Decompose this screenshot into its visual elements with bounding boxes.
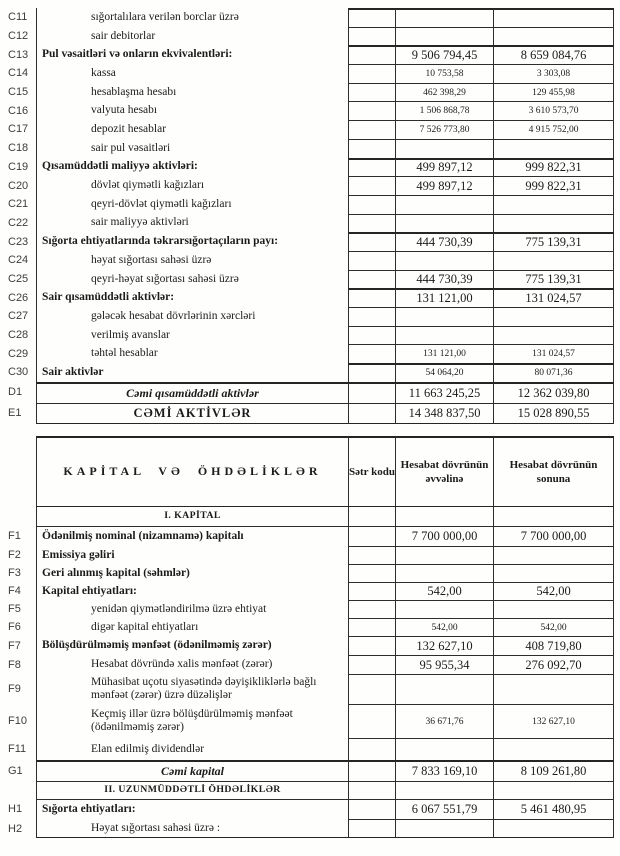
row-code: C24	[8, 254, 29, 267]
setr-kodu-cell	[348, 382, 395, 403]
row-label: sair maliyyə aktivləri	[36, 214, 348, 233]
value-period-end	[493, 139, 614, 158]
value-period-end: 80 071,36	[493, 363, 614, 382]
value-period-end	[493, 195, 614, 214]
value-period-begin: 7 700 000,00	[395, 526, 493, 546]
row-label: Pul vəsaitləri və onların ekvivalentləri:	[36, 45, 348, 64]
row-label: qeyri-həyat sığortası sahəsi üzrə	[36, 270, 348, 289]
row-label: depozit hesablar	[36, 120, 348, 139]
col-header-period-begin: Hesabat dövrünün əvvəlinə	[395, 436, 493, 507]
row-code: D1	[8, 386, 23, 399]
value-period-end	[493, 251, 614, 270]
row-label: Elan edilmiş dividendlər	[36, 738, 348, 760]
setr-kodu-cell	[348, 120, 395, 139]
setr-kodu-cell	[348, 546, 395, 564]
liabilities-header-row	[0, 436, 614, 507]
value-period-end	[493, 27, 614, 46]
col-header-setr-kodu: Sətr kodu	[348, 436, 395, 507]
row-label: Mühasibat uçotu siyasətində dəyişikliklərlə bağlı mənfəət (zərər) üzrə düzəlişlər	[36, 674, 348, 704]
value-period-begin: 9 506 794,45	[395, 45, 493, 64]
row-code: C22	[8, 216, 29, 229]
row-label: Cəmi kapital	[36, 760, 348, 781]
row-label: Sığorta ehtiyatlarında təkrarsığortaçıların payı:	[36, 232, 348, 251]
table-row	[0, 270, 614, 289]
liabilities-table	[0, 436, 614, 838]
row-code: C23	[8, 235, 29, 248]
row-label: həyat sığortası sahəsi üzrə	[36, 251, 348, 270]
value-period-begin: 499 897,12	[395, 158, 493, 177]
value-period-begin: 95 955,34	[395, 655, 493, 674]
value-period-end	[493, 8, 614, 27]
value-period-end: 131 024,57	[493, 344, 614, 363]
value-period-end	[493, 738, 614, 760]
table-row	[0, 760, 614, 781]
row-label: I. KAPİTAL	[36, 507, 348, 526]
row-code: C19	[8, 160, 29, 173]
setr-kodu-cell	[348, 674, 395, 704]
value-period-begin: 131 121,00	[395, 344, 493, 363]
setr-kodu-cell	[348, 781, 395, 799]
value-period-begin: 542,00	[395, 582, 493, 600]
row-code: F8	[8, 658, 21, 671]
table-row	[0, 176, 614, 195]
value-period-begin: 1 506 868,78	[395, 101, 493, 120]
row-code: C27	[8, 310, 29, 323]
row-label: verilmiş avanslar	[36, 326, 348, 345]
value-period-begin: 6 067 551,79	[395, 799, 493, 819]
value-period-begin: 11 663 245,25	[395, 382, 493, 403]
value-period-begin	[395, 564, 493, 582]
row-code: F9	[8, 683, 21, 695]
row-label: CƏMİ AKTİVLƏR	[36, 403, 348, 424]
row-code: C20	[8, 179, 29, 192]
table-row	[0, 636, 614, 655]
value-period-end: 12 362 039,80	[493, 382, 614, 403]
setr-kodu-cell	[348, 344, 395, 363]
setr-kodu-cell	[348, 8, 395, 27]
table-row	[0, 704, 614, 738]
setr-kodu-cell	[348, 760, 395, 781]
row-label: gələcək hesabat dövrlərinin xərcləri	[36, 307, 348, 326]
table-row	[0, 83, 614, 102]
value-period-begin	[395, 27, 493, 46]
row-code: F11	[8, 743, 27, 755]
row-code: F2	[8, 549, 21, 561]
value-period-end: 3 303,08	[493, 64, 614, 83]
row-code: G1	[8, 764, 23, 777]
value-period-end: 132 627,10	[493, 704, 614, 738]
value-period-end: 542,00	[493, 582, 614, 600]
value-period-end	[493, 564, 614, 582]
row-code: F10	[8, 715, 27, 727]
table-row	[0, 674, 614, 704]
value-period-end	[493, 674, 614, 704]
value-period-begin	[395, 600, 493, 618]
row-code: C30	[8, 366, 29, 379]
row-code: F3	[8, 567, 21, 579]
value-period-begin: 10 753,58	[395, 64, 493, 83]
row-label: yenidən qiymətləndirilmə üzrə ehtiyat	[36, 600, 348, 618]
row-label: Həyat sığortası sahəsi üzrə :	[36, 819, 348, 838]
row-label: Sair aktivlər	[36, 363, 348, 382]
row-label: qeyri-dövlət qiymətli kağızları	[36, 195, 348, 214]
value-period-end: 129 455,98	[493, 83, 614, 102]
table-row	[0, 526, 614, 546]
value-period-begin	[395, 251, 493, 270]
table-row	[0, 288, 614, 307]
value-period-begin	[395, 195, 493, 214]
row-label: II. UZUNMÜDDƏTLİ ÖHDƏLİKLƏR	[36, 781, 348, 799]
setr-kodu-cell	[348, 738, 395, 760]
value-period-end: 542,00	[493, 618, 614, 636]
value-period-begin: 131 121,00	[395, 288, 493, 307]
value-period-begin: 462 398,29	[395, 83, 493, 102]
value-period-end: 4 915 752,00	[493, 120, 614, 139]
table-row	[0, 195, 614, 214]
value-period-begin: 7 833 169,10	[395, 760, 493, 781]
value-period-begin: 499 897,12	[395, 176, 493, 195]
setr-kodu-cell	[348, 636, 395, 655]
row-code: C14	[8, 67, 29, 80]
assets-table-body	[0, 8, 614, 424]
row-label: sair pul vəsaitləri	[36, 139, 348, 158]
table-row	[0, 251, 614, 270]
row-label: hesablaşma hesabı	[36, 83, 348, 102]
row-label: Ödənilmiş nominal (nizamnamə) kapitalı	[36, 526, 348, 546]
setr-kodu-cell	[348, 45, 395, 64]
row-label: Keçmiş illər üzrə bölüşdürülməmiş mənfəət (ödənilməmiş zərər)	[36, 704, 348, 738]
value-period-end: 8 659 084,76	[493, 45, 614, 64]
value-period-begin	[395, 819, 493, 838]
table-row	[0, 64, 614, 83]
table-row	[0, 363, 614, 382]
value-period-end: 775 139,31	[493, 270, 614, 289]
value-period-end	[493, 546, 614, 564]
table-row	[0, 382, 614, 403]
row-code: C11	[8, 11, 28, 24]
row-code: F4	[8, 585, 21, 597]
setr-kodu-cell	[348, 819, 395, 838]
table-row	[0, 326, 614, 345]
row-code: C25	[8, 272, 29, 285]
setr-kodu-cell	[348, 582, 395, 600]
row-code: C21	[8, 198, 29, 211]
value-period-end: 3 610 573,70	[493, 101, 614, 120]
row-code: F6	[8, 621, 21, 633]
row-label: Sığorta ehtiyatları:	[36, 799, 348, 819]
setr-kodu-cell	[348, 403, 395, 424]
value-period-begin: 54 064,20	[395, 363, 493, 382]
value-period-begin: 14 348 837,50	[395, 403, 493, 424]
setr-kodu-cell	[348, 618, 395, 636]
row-label: Geri alınmış kapital (səhmlər)	[36, 564, 348, 582]
row-code: F7	[8, 639, 21, 652]
value-period-begin	[395, 8, 493, 27]
row-code: C18	[8, 142, 29, 155]
setr-kodu-cell	[348, 288, 395, 307]
row-label: dövlət qiymətli kağızları	[36, 176, 348, 195]
row-code: C29	[8, 347, 29, 360]
setr-kodu-cell	[348, 270, 395, 289]
table-row	[0, 45, 614, 64]
row-code: C13	[8, 48, 29, 61]
value-period-end: 131 024,57	[493, 288, 614, 307]
setr-kodu-cell	[348, 251, 395, 270]
setr-kodu-cell	[348, 195, 395, 214]
table-row	[0, 120, 614, 139]
value-period-begin	[395, 307, 493, 326]
row-code: F1	[8, 530, 21, 542]
table-row	[0, 158, 614, 177]
row-code: C12	[8, 30, 29, 43]
row-label: Kapital ehtiyatları:	[36, 582, 348, 600]
setr-kodu-cell	[348, 526, 395, 546]
row-code	[0, 781, 36, 799]
value-period-end: 276 092,70	[493, 655, 614, 674]
value-period-begin	[395, 781, 493, 799]
row-code: F5	[8, 603, 21, 615]
setr-kodu-cell	[348, 64, 395, 83]
value-period-end	[493, 307, 614, 326]
table-row	[0, 214, 614, 233]
table-row	[0, 507, 614, 526]
setr-kodu-cell	[348, 214, 395, 233]
table-row	[0, 403, 614, 424]
value-period-end	[493, 214, 614, 233]
setr-kodu-cell	[348, 307, 395, 326]
value-period-end	[493, 326, 614, 345]
row-label: Cəmi qısamüddətli aktivlər	[36, 382, 348, 403]
table-row	[0, 307, 614, 326]
value-period-end: 7 700 000,00	[493, 526, 614, 546]
row-code: C28	[8, 329, 29, 342]
value-period-end: 999 822,31	[493, 176, 614, 195]
setr-kodu-cell	[348, 704, 395, 738]
value-period-end: 408 719,80	[493, 636, 614, 655]
row-label: digər kapital ehtiyatları	[36, 618, 348, 636]
value-period-begin: 7 526 773,80	[395, 120, 493, 139]
value-period-begin	[395, 738, 493, 760]
setr-kodu-cell	[348, 101, 395, 120]
row-code	[0, 507, 36, 526]
row-code: H1	[8, 803, 23, 815]
value-period-end: 15 028 890,55	[493, 403, 614, 424]
row-code: C16	[8, 104, 29, 117]
liabilities-title: KAPİTAL VƏ ÖHDƏLİKLƏR	[36, 436, 348, 507]
setr-kodu-cell	[348, 27, 395, 46]
value-period-begin: 444 730,39	[395, 270, 493, 289]
setr-kodu-cell	[348, 799, 395, 819]
setr-kodu-cell	[348, 326, 395, 345]
row-label: Sair qısamüddətli aktivlər:	[36, 288, 348, 307]
row-code: H2	[8, 822, 23, 835]
value-period-end	[493, 819, 614, 838]
setr-kodu-cell	[348, 600, 395, 618]
value-period-end	[493, 781, 614, 799]
table-row	[0, 600, 614, 618]
row-label: sair debitorlar	[36, 27, 348, 46]
table-row	[0, 799, 614, 819]
table-row	[0, 655, 614, 674]
row-code: C17	[8, 123, 29, 136]
setr-kodu-cell	[348, 176, 395, 195]
value-period-begin	[395, 546, 493, 564]
table-row	[0, 8, 614, 27]
value-period-end: 999 822,31	[493, 158, 614, 177]
value-period-begin	[395, 326, 493, 345]
value-period-begin	[395, 507, 493, 526]
row-label: Bölüşdürülməmiş mənfəət (ödənilməmiş zərər)	[36, 636, 348, 655]
value-period-begin: 132 627,10	[395, 636, 493, 655]
table-row	[0, 27, 614, 46]
row-code: E1	[8, 407, 22, 420]
setr-kodu-cell	[348, 232, 395, 251]
col-header-period-end: Hesabat dövrünün sonuna	[493, 436, 614, 507]
row-label: Hesabat dövründə xalis mənfəət (zərər)	[36, 655, 348, 674]
setr-kodu-cell	[348, 564, 395, 582]
table-row	[0, 139, 614, 158]
table-row	[0, 546, 614, 564]
value-period-end: 5 461 480,95	[493, 799, 614, 819]
value-period-begin: 36 671,76	[395, 704, 493, 738]
row-label: valyuta hesabı	[36, 101, 348, 120]
table-row	[0, 564, 614, 582]
row-label: sığortalılara verilən borclar üzrə	[36, 8, 348, 27]
setr-kodu-cell	[348, 83, 395, 102]
table-row	[0, 232, 614, 251]
setr-kodu-cell	[348, 139, 395, 158]
value-period-begin	[395, 139, 493, 158]
table-row	[0, 738, 614, 760]
value-period-end: 775 139,31	[493, 232, 614, 251]
table-row	[0, 582, 614, 600]
table-row	[0, 819, 614, 838]
setr-kodu-cell	[348, 158, 395, 177]
table-row	[0, 101, 614, 120]
setr-kodu-cell	[348, 363, 395, 382]
row-code: C15	[8, 86, 29, 99]
row-code: C26	[8, 291, 29, 304]
row-label: Qısamüddətli maliyyə aktivləri:	[36, 158, 348, 177]
value-period-end	[493, 507, 614, 526]
value-period-end: 8 109 261,80	[493, 760, 614, 781]
row-label: kassa	[36, 64, 348, 83]
assets-table	[0, 8, 614, 424]
value-period-begin: 542,00	[395, 618, 493, 636]
table-row	[0, 618, 614, 636]
value-period-begin	[395, 674, 493, 704]
header-code-spacer	[0, 436, 36, 507]
table-row	[0, 344, 614, 363]
row-label: Emissiya gəliri	[36, 546, 348, 564]
liabilities-table-body	[0, 507, 614, 838]
value-period-end	[493, 600, 614, 618]
value-period-begin: 444 730,39	[395, 232, 493, 251]
setr-kodu-cell	[348, 655, 395, 674]
value-period-begin	[395, 214, 493, 233]
setr-kodu-cell	[348, 507, 395, 526]
row-label: təhtəl hesablar	[36, 344, 348, 363]
table-row	[0, 781, 614, 799]
